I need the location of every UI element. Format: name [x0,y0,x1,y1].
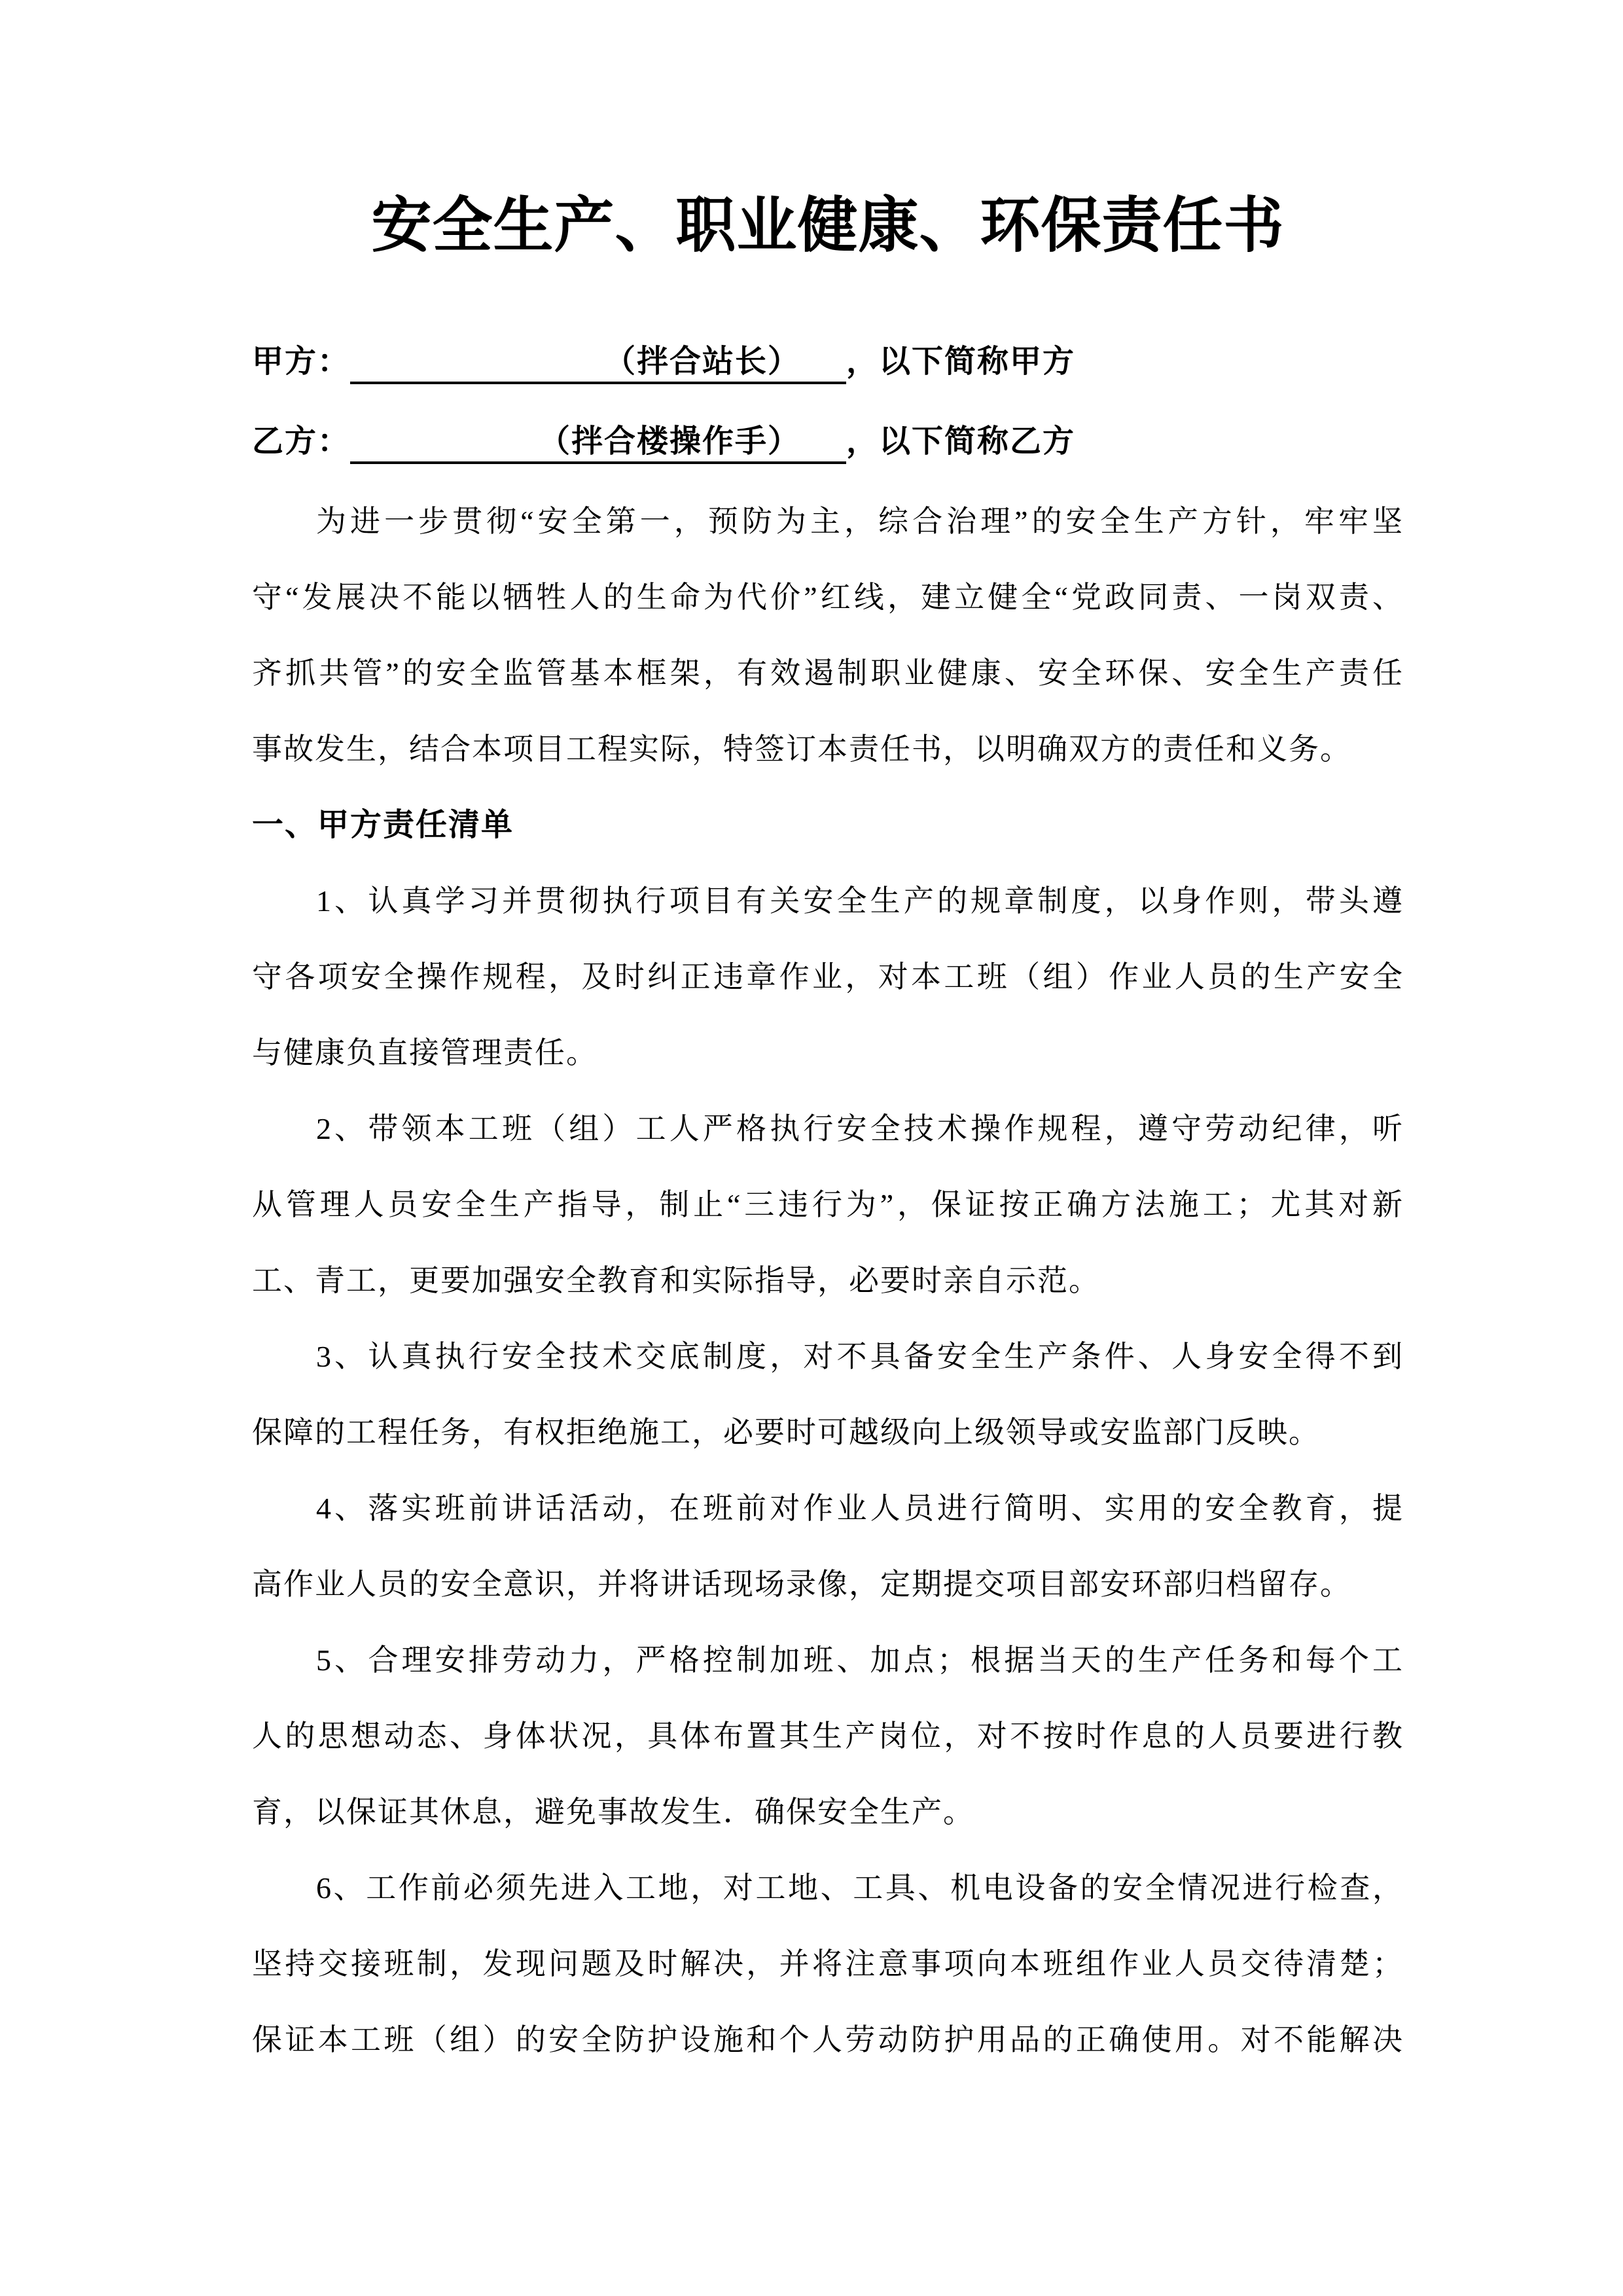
party-b-label: 乙方： [252,424,351,459]
clause-3-line-2: 保障的工程任务，有权拒绝施工，必要时可越级向上级领导或安监部门反映。 [252,1416,1320,1449]
party-b-suffix: ，以下简称乙方 [846,424,1076,459]
document-title: 安全生产、职业健康、环保责任书 [371,192,1285,259]
clause-6-line-1: 6、工作前必须先进入工地，对工地、工具、机电设备的安全情况进行检查， [316,1871,1404,1905]
clause-2-line-3: 工、青工，更要加强安全教育和实际指导，必要时亲自示范。 [252,1264,1100,1297]
clause-6-line-3: 保证本工班（组）的安全防护设施和个人劳动防护用品的正确使用。对不能解决 [252,2023,1404,2056]
party-b-blank-line: （拌合楼操作手） [350,422,846,464]
clause-1-line-3: 与健康负直接管理责任。 [252,1036,597,1069]
clause-6-line-2: 坚持交接班制，发现问题及时解决，并将注意事项向本班组作业人员交待清楚； [252,1947,1404,1981]
intro-line-3: 齐抓共管”的安全监管基本框架，有效遏制职业健康、安全环保、安全生产责任 [252,656,1404,690]
intro-line-4: 事故发生，结合本项目工程实际，特签订本责任书，以明确双方的责任和义务。 [252,732,1351,766]
party-a-row [252,324,1404,400]
party-a-blank-line: （拌合站长） [350,342,846,384]
clause-3-line-1: 3、认真执行安全技术交底制度，对不具备安全生产条件、人身安全得不到 [316,1340,1404,1373]
party-a-label: 甲方： [252,344,351,379]
clause-1-line-1: 1、认真学习并贯彻执行项目有关安全生产的规章制度，以身作则，带头遵 [316,884,1404,918]
party-a-suffix: ，以下简称甲方 [846,344,1076,379]
clause-5-line-2: 人的思想动态、身体状况，具体布置其生产岗位，对不按时作息的人员要进行教 [252,1719,1404,1753]
clause-2-line-1: 2、带领本工班（组）工人严格执行安全技术操作规程，遵守劳动纪律，听 [316,1112,1404,1145]
intro-line-1: 为进一步贯彻“安全第一，预防为主，综合治理”的安全生产方针，牢牢坚 [316,505,1404,538]
intro-line-2: 守“发展决不能以牺牲人的生命为代价”红线，建立健全“党政同责、一岗双责、 [252,581,1404,614]
clause-4-line-2: 高作业人员的安全意识，并将讲话现场录像，定期提交项目部安环部归档留存。 [252,1568,1351,1601]
section-1-heading: 一、甲方责任清单 [252,808,514,842]
clause-2-line-2: 从管理人员安全生产指导，制止“三违行为”，保证按正确方法施工；尤其对新 [252,1188,1404,1221]
clause-4-line-1: 4、落实班前讲话活动，在班前对作业人员进行简明、实用的安全教育，提 [316,1492,1404,1525]
party-b-row [252,404,1404,480]
clause-5-line-1: 5、合理安排劳动力，严格控制加班、加点；根据当天的生产任务和每个工 [316,1643,1404,1677]
clause-5-line-3: 育，以保证其休息，避免事故发生．确保安全生产。 [252,1795,974,1829]
clause-1-line-2: 守各项安全操作规程，及时纠正违章作业，对本工班（组）作业人员的生产安全 [252,960,1404,994]
